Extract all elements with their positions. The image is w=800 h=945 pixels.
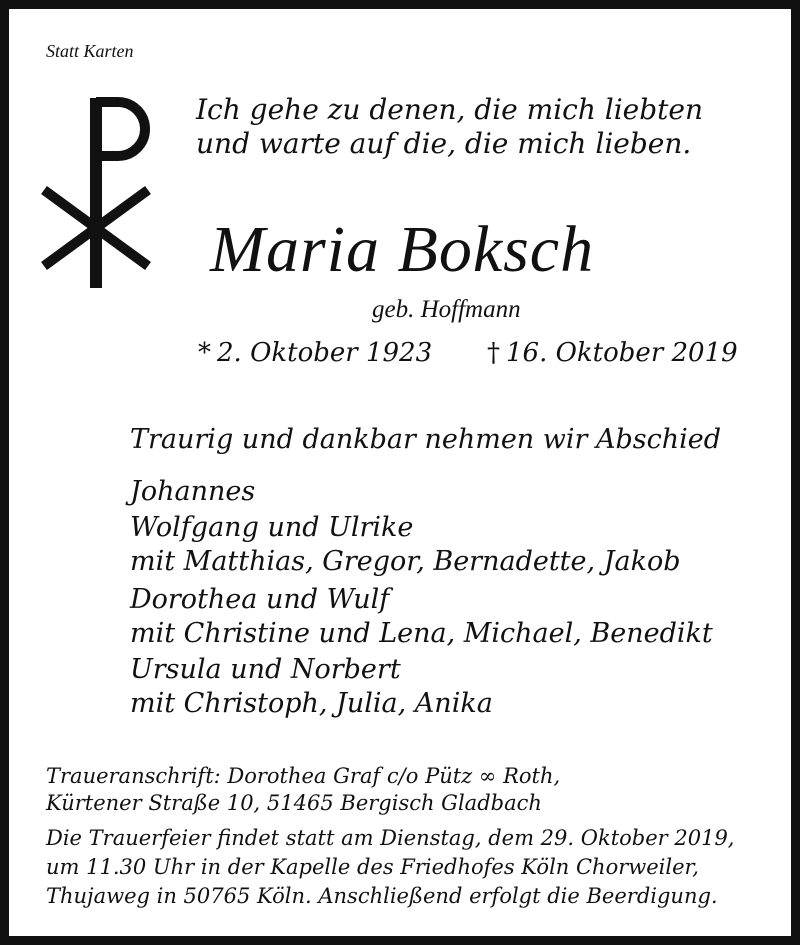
funeral-info-line: um 11.30 Uhr in der Kapelle des Friedhofes Köln Chorweiler, — [46, 855, 699, 879]
mourning-address-line: Traueranschrift: Dorothea Graf c/o Pütz ∞ Roth, — [46, 764, 561, 788]
funeral-info-line: Thujaweg in 50765 Köln. Anschließend erfolgt die Beerdigung. — [46, 884, 718, 908]
mourner-line: Wolfgang und Ulrike — [130, 512, 414, 543]
quote-line-2: und warte auf die, die mich lieben. — [196, 127, 692, 160]
birth-star-icon: * — [198, 338, 211, 368]
mourner-line: Dorothea und Wulf — [130, 584, 390, 615]
death-date: 16. Oktober 2019 — [506, 338, 738, 368]
quote-line-1: Ich gehe zu denen, die mich liebten — [196, 93, 704, 126]
mourner-line: mit Christoph, Julia, Anika — [130, 688, 493, 719]
death-cross-icon: † — [487, 338, 500, 368]
mourner-line: Ursula und Norbert — [130, 654, 401, 685]
birth-date-line — [198, 338, 432, 368]
birth-date: 2. Oktober 1923 — [217, 338, 433, 368]
maiden-name: geb. Hoffmann — [372, 296, 521, 323]
mourner-line: Johannes — [130, 476, 256, 507]
mourner-line: mit Christine und Lena, Michael, Benedikt — [130, 618, 713, 649]
death-date-line — [487, 338, 738, 368]
chi-rho-icon — [40, 96, 152, 288]
mourners-heading: Traurig und dankbar nehmen wir Abschied — [130, 424, 722, 455]
mourning-address-line: Kürtener Straße 10, 51465 Bergisch Gladbach — [46, 791, 542, 815]
funeral-info-line: Die Trauerfeier findet statt am Dienstag, dem 29. Oktober 2019, — [46, 826, 735, 850]
mourner-line: mit Matthias, Gregor, Bernadette, Jakob — [130, 546, 681, 577]
statt-karten-label: Statt Karten — [46, 41, 134, 61]
deceased-name: Maria Boksch — [210, 213, 595, 286]
